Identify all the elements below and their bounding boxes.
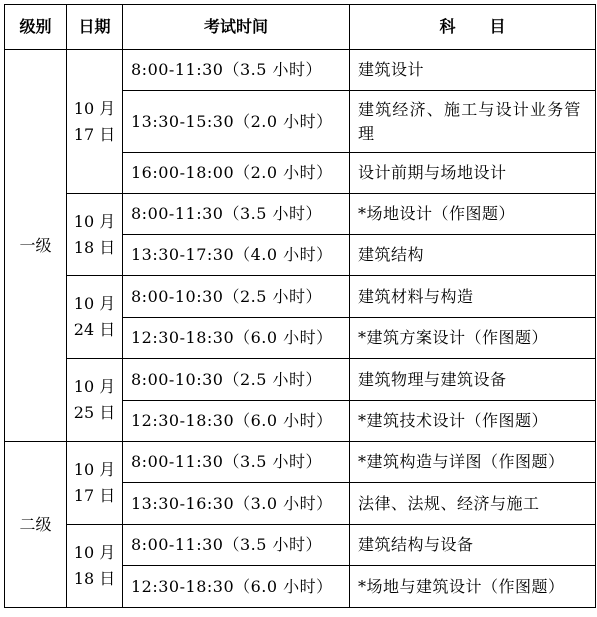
table-row (5, 276, 596, 318)
header-subject-char-1: 科 (439, 17, 456, 36)
date-day: 17 日 (73, 124, 116, 144)
date-day: 18 日 (73, 569, 116, 588)
table-row (5, 194, 596, 235)
header-date: 日期 (67, 5, 123, 50)
time-cell: 12:30-18:30（6.0 小时） (123, 401, 350, 442)
time-cell: 13:30-17:30（4.0 小时） (123, 235, 350, 276)
date-cell (67, 525, 123, 608)
date-month: 10 月 (73, 98, 116, 118)
subject-cell: *建筑技术设计（作图题） (350, 401, 596, 442)
subject-cell: 建筑经济、施工与设计业务管理 (350, 91, 596, 153)
date-month: 10 月 (73, 377, 116, 396)
table-row (5, 442, 596, 483)
subject-cell: 建筑材料与构造 (350, 276, 596, 318)
time-cell: 8:00-11:30（3.5 小时） (123, 194, 350, 235)
level-cell (5, 442, 67, 608)
date-day: 25 日 (73, 403, 116, 422)
subject-cell: *建筑构造与详图（作图题） (350, 442, 596, 483)
time-cell: 8:00-10:30（2.5 小时） (123, 276, 350, 318)
table-row (5, 525, 596, 566)
subject-cell: *场地设计（作图题） (350, 194, 596, 235)
date-month: 10 月 (73, 294, 116, 313)
subject-cell: 建筑结构 (350, 235, 596, 276)
date-day: 24 日 (73, 320, 116, 339)
date-day: 17 日 (73, 486, 116, 505)
date-cell (67, 442, 123, 525)
date-month: 10 月 (73, 543, 116, 562)
date-cell (67, 194, 123, 276)
header-subject-char-2: 目 (489, 17, 506, 36)
date-day: 18 日 (73, 237, 116, 257)
level-cell (5, 50, 67, 442)
header-row (5, 5, 596, 50)
subject-cell: 建筑设计 (350, 50, 596, 91)
date-cell (67, 359, 123, 442)
time-cell: 12:30-18:30（6.0 小时） (123, 318, 350, 359)
level-label: 一级 (19, 235, 52, 255)
time-cell: 8:00-11:30（3.5 小时） (123, 442, 350, 483)
date-month: 10 月 (73, 211, 116, 231)
time-cell: 13:30-16:30（3.0 小时） (123, 483, 350, 525)
subject-cell: 法律、法规、经济与施工 (350, 483, 596, 525)
time-cell: 16:00-18:00（2.0 小时） (123, 153, 350, 194)
level-label: 二级 (19, 514, 52, 534)
time-cell: 8:00-11:30（3.5 小时） (123, 50, 350, 91)
time-cell: 8:00-10:30（2.5 小时） (123, 359, 350, 401)
time-cell: 8:00-11:30（3.5 小时） (123, 525, 350, 566)
date-cell (67, 50, 123, 194)
header-time: 考试时间 (123, 5, 350, 50)
header-subject (350, 5, 596, 50)
header-level: 级别 (5, 5, 67, 50)
subject-cell: 设计前期与场地设计 (350, 153, 596, 194)
date-cell (67, 276, 123, 359)
table-row (5, 359, 596, 401)
subject-cell: *建筑方案设计（作图题） (350, 318, 596, 359)
table-row (5, 50, 596, 91)
exam-schedule-table (4, 4, 596, 608)
date-month: 10 月 (73, 460, 116, 479)
subject-cell: 建筑结构与设备 (350, 525, 596, 566)
subject-cell: *场地与建筑设计（作图题） (350, 566, 596, 608)
time-cell: 12:30-18:30（6.0 小时） (123, 566, 350, 608)
time-cell: 13:30-15:30（2.0 小时） (123, 91, 350, 153)
subject-cell: 建筑物理与建筑设备 (350, 359, 596, 401)
